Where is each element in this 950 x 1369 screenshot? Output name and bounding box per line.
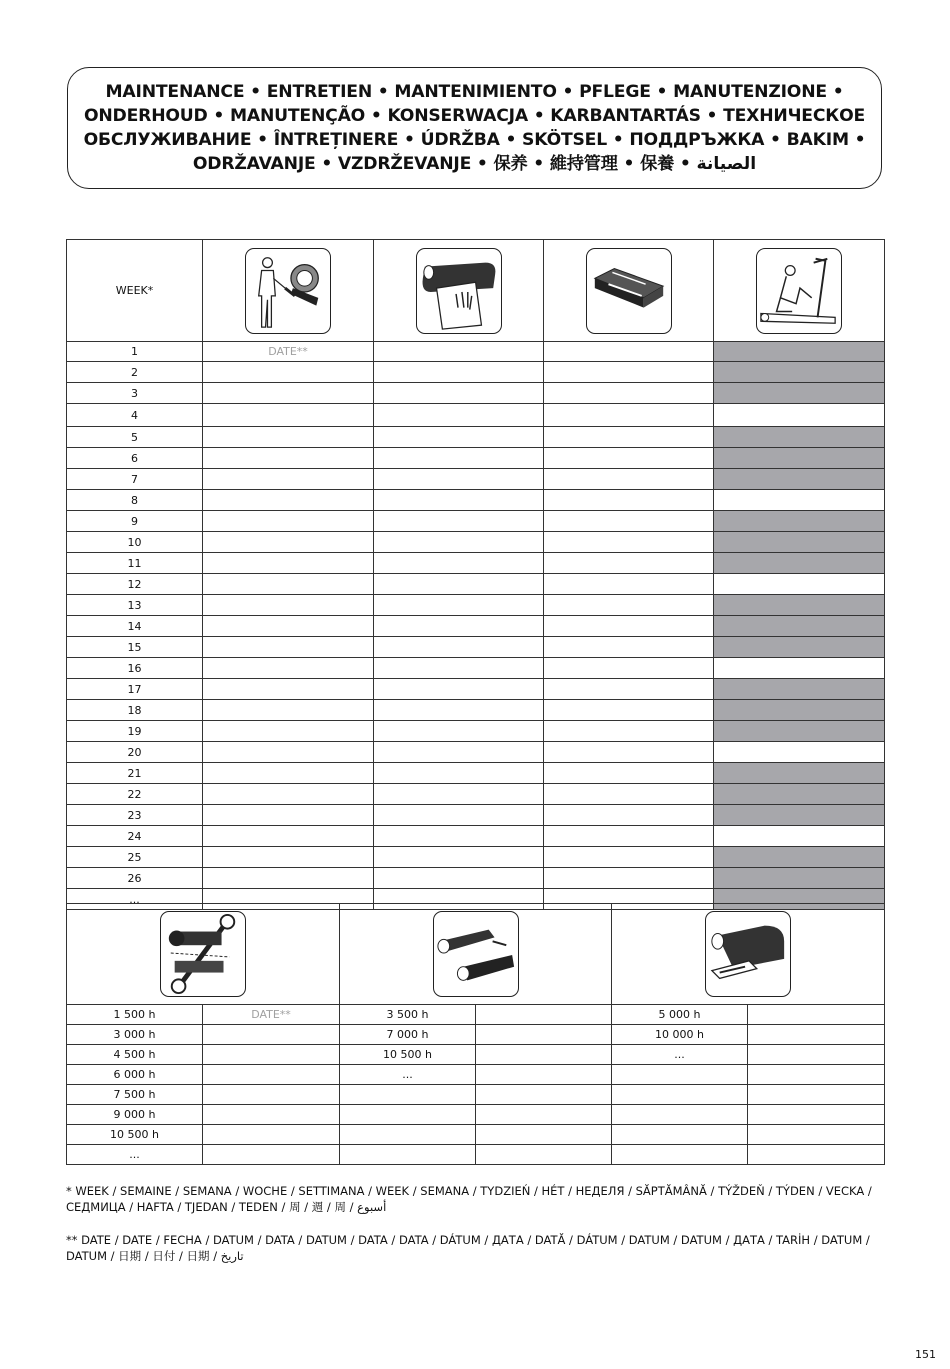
week-number: 9	[67, 511, 203, 532]
week-entry-cell-lubrication[interactable]	[714, 427, 885, 448]
week-entry-cell[interactable]	[203, 637, 374, 658]
week-entry-cell-lubrication[interactable]	[714, 490, 885, 511]
week-row	[67, 490, 885, 511]
week-number: 6	[67, 448, 203, 469]
week-row	[67, 595, 885, 616]
week-number: 8	[67, 490, 203, 511]
week-row	[67, 721, 885, 742]
week-entry-cell[interactable]	[203, 383, 374, 404]
week-entry-cell[interactable]	[544, 721, 714, 742]
week-entry-cell-lubrication[interactable]	[714, 784, 885, 805]
week-entry-cell[interactable]	[544, 784, 714, 805]
week-entry-cell[interactable]	[544, 469, 714, 490]
week-entry-cell[interactable]	[374, 362, 544, 383]
week-entry-cell[interactable]	[544, 574, 714, 595]
week-number: 25	[67, 847, 203, 868]
hours-label	[340, 1125, 476, 1145]
week-entry-cell[interactable]	[203, 404, 374, 427]
week-entry-cell[interactable]	[203, 616, 374, 637]
week-row	[67, 847, 885, 868]
week-entry-cell-lubrication[interactable]	[714, 658, 885, 679]
week-entry-cell-lubrication[interactable]	[714, 868, 885, 889]
weekly-header-row	[67, 240, 885, 342]
week-entry-cell[interactable]	[374, 532, 544, 553]
week-number: 1	[67, 342, 203, 362]
week-entry-cell-lubrication[interactable]	[714, 404, 885, 427]
hours-date-cell[interactable]	[203, 1065, 340, 1085]
week-row	[67, 763, 885, 784]
treadmill-deck-icon	[586, 248, 672, 334]
hours-label: 7 500 h	[67, 1085, 203, 1105]
hours-date-cell[interactable]	[203, 1085, 340, 1105]
week-entry-cell[interactable]	[203, 532, 374, 553]
week-entry-cell[interactable]	[203, 721, 374, 742]
week-entry-cell[interactable]	[203, 362, 374, 383]
date-placeholder: DATE**	[268, 345, 308, 358]
hours-row	[67, 1145, 885, 1165]
icon-cell	[67, 904, 340, 1005]
hours-date-cell[interactable]	[476, 1085, 612, 1105]
hours-label: 10 000 h	[612, 1025, 748, 1045]
week-entry-cell-lubrication[interactable]	[714, 511, 885, 532]
week-row	[67, 469, 885, 490]
week-number: 4	[67, 404, 203, 427]
week-entry-cell-lubrication[interactable]	[714, 342, 885, 362]
hours-date-cell[interactable]	[476, 1105, 612, 1125]
week-entry-cell[interactable]	[203, 574, 374, 595]
week-entry-cell[interactable]	[203, 511, 374, 532]
week-entry-cell[interactable]	[203, 342, 374, 362]
week-number: 16	[67, 658, 203, 679]
week-entry-cell[interactable]	[544, 868, 714, 889]
hours-label: 7 000 h	[340, 1025, 476, 1045]
week-header-label: WEEK*	[67, 240, 203, 342]
week-entry-cell[interactable]	[374, 342, 544, 362]
week-entry-cell-lubrication[interactable]	[714, 721, 885, 742]
week-entry-cell[interactable]	[203, 658, 374, 679]
hours-date-cell[interactable]	[476, 1125, 612, 1145]
hours-label: ...	[340, 1065, 476, 1085]
week-entry-cell-lubrication[interactable]	[714, 763, 885, 784]
hours-label: 10 500 h	[340, 1045, 476, 1065]
hours-label: 4 500 h	[67, 1045, 203, 1065]
week-entry-cell[interactable]	[203, 784, 374, 805]
hours-label: 5 000 h	[612, 1005, 748, 1025]
title-line-1: MAINTENANCE • ENTRETIEN • MANTENIMIENTO • PFLEGE • MANUTENZIONE •	[105, 82, 844, 102]
week-number: 17	[67, 679, 203, 700]
hours-label	[612, 1105, 748, 1125]
week-entry-cell-lubrication[interactable]	[714, 826, 885, 847]
week-entry-cell[interactable]	[544, 383, 714, 404]
date-footnote: ** DATE / DATE / FECHA / DATUM / DATA / DATUM / DATA / DATA / DÁTUM / ДАТА / DATĂ / DÁTUM / DATUM / DATUM / ДАТА / TARİH / DATUM / DATUM / 日期 / 日付 / 日期 / تاريخ	[66, 1233, 870, 1263]
hours-label: 3 000 h	[67, 1025, 203, 1045]
hours-date-cell[interactable]	[203, 1105, 340, 1125]
hours-date-cell[interactable]	[748, 1085, 885, 1105]
week-row	[67, 784, 885, 805]
week-row	[67, 532, 885, 553]
week-entry-cell[interactable]	[374, 784, 544, 805]
week-entry-cell[interactable]	[544, 448, 714, 469]
week-row	[67, 742, 885, 763]
week-number: 14	[67, 616, 203, 637]
week-entry-cell[interactable]	[544, 427, 714, 448]
hours-label	[340, 1085, 476, 1105]
week-number: 21	[67, 763, 203, 784]
week-number: 5	[67, 427, 203, 448]
week-row	[67, 342, 885, 362]
week-entry-cell[interactable]	[374, 490, 544, 511]
week-entry-cell[interactable]	[374, 595, 544, 616]
week-entry-cell[interactable]	[374, 658, 544, 679]
hours-header-row	[67, 904, 885, 1005]
hours-label: ...	[67, 1145, 203, 1165]
week-row	[67, 404, 885, 427]
hours-date-cell[interactable]	[748, 1065, 885, 1085]
week-entry-cell[interactable]	[203, 805, 374, 826]
week-entry-cell[interactable]	[544, 362, 714, 383]
title-line-3: ОБСЛУЖИВАНИЕ • ÎNTREȚINERE • ÚDRŽBA • SKÖTSEL • ПОДДРЪЖКА • BAKIM •	[83, 130, 866, 150]
hours-label	[340, 1105, 476, 1125]
week-row	[67, 805, 885, 826]
hours-row	[67, 1045, 885, 1065]
week-number: 11	[67, 553, 203, 574]
weekly-maintenance-table	[66, 239, 885, 910]
hours-date-cell[interactable]	[203, 1005, 340, 1025]
week-entry-cell-lubrication[interactable]	[714, 448, 885, 469]
hours-date-cell[interactable]	[476, 1045, 612, 1065]
week-entry-cell[interactable]	[544, 805, 714, 826]
week-number: 13	[67, 595, 203, 616]
week-number: 15	[67, 637, 203, 658]
deck-replacement-icon	[705, 911, 791, 997]
week-entry-cell[interactable]	[544, 826, 714, 847]
week-number: 22	[67, 784, 203, 805]
week-entry-cell[interactable]	[544, 553, 714, 574]
icon-cell	[203, 240, 374, 342]
week-entry-cell-lubrication[interactable]	[714, 742, 885, 763]
person-inspecting-treadmill-icon	[245, 248, 331, 334]
week-entry-cell[interactable]	[374, 383, 544, 404]
week-entry-cell[interactable]	[203, 448, 374, 469]
date-placeholder: DATE**	[251, 1008, 291, 1021]
week-row	[67, 448, 885, 469]
hours-label: 3 500 h	[340, 1005, 476, 1025]
week-entry-cell-lubrication[interactable]	[714, 616, 885, 637]
week-row	[67, 427, 885, 448]
week-number: 12	[67, 574, 203, 595]
week-entry-cell-lubrication[interactable]	[714, 679, 885, 700]
week-entry-cell-lubrication[interactable]	[714, 574, 885, 595]
page-number: 151	[915, 1348, 936, 1361]
hours-date-cell[interactable]	[203, 1045, 340, 1065]
week-entry-cell[interactable]	[374, 826, 544, 847]
hours-date-cell[interactable]	[748, 1145, 885, 1165]
week-number: 20	[67, 742, 203, 763]
hours-row	[67, 1005, 885, 1025]
hours-date-cell[interactable]	[476, 1145, 612, 1165]
week-entry-cell[interactable]	[544, 595, 714, 616]
hours-label: 6 000 h	[67, 1065, 203, 1085]
week-entry-cell[interactable]	[374, 805, 544, 826]
week-row	[67, 553, 885, 574]
week-row	[67, 868, 885, 889]
week-entry-cell[interactable]	[544, 616, 714, 637]
week-number: ...	[67, 889, 203, 910]
week-number: 18	[67, 700, 203, 721]
week-entry-cell[interactable]	[544, 679, 714, 700]
hours-date-cell[interactable]	[203, 1145, 340, 1165]
hours-date-cell[interactable]	[748, 1025, 885, 1045]
week-number: 19	[67, 721, 203, 742]
hours-date-cell[interactable]	[203, 1025, 340, 1045]
icon-cell	[544, 240, 714, 342]
hours-label	[612, 1085, 748, 1105]
week-entry-cell[interactable]	[374, 553, 544, 574]
week-entry-cell[interactable]	[374, 511, 544, 532]
week-entry-cell[interactable]	[203, 490, 374, 511]
hours-label	[340, 1145, 476, 1165]
week-entry-cell-lubrication[interactable]	[714, 637, 885, 658]
person-lubricating-treadmill-icon	[756, 248, 842, 334]
hours-row	[67, 1065, 885, 1085]
week-entry-cell[interactable]	[544, 763, 714, 784]
week-number: 10	[67, 532, 203, 553]
week-entry-cell[interactable]	[203, 847, 374, 868]
week-entry-cell[interactable]	[544, 342, 714, 362]
week-number: 2	[67, 362, 203, 383]
week-row	[67, 700, 885, 721]
week-entry-cell-lubrication[interactable]	[714, 362, 885, 383]
hours-label	[612, 1065, 748, 1085]
hours-maintenance-table	[66, 903, 885, 1165]
week-row	[67, 362, 885, 383]
hours-label	[612, 1125, 748, 1145]
hours-label: 10 500 h	[67, 1125, 203, 1145]
hours-label	[612, 1145, 748, 1165]
week-entry-cell[interactable]	[544, 700, 714, 721]
icon-cell	[714, 240, 885, 342]
icon-cell	[340, 904, 612, 1005]
week-entry-cell[interactable]	[374, 868, 544, 889]
hours-label: 9 000 h	[67, 1105, 203, 1125]
belt-cleaning-icon	[416, 248, 502, 334]
week-row	[67, 679, 885, 700]
week-entry-cell[interactable]	[374, 700, 544, 721]
week-number: 23	[67, 805, 203, 826]
week-entry-cell[interactable]	[374, 763, 544, 784]
week-entry-cell[interactable]	[544, 637, 714, 658]
hours-date-cell[interactable]	[748, 1105, 885, 1125]
week-entry-cell-lubrication[interactable]	[714, 595, 885, 616]
title-box	[67, 67, 882, 189]
hours-row	[67, 1125, 885, 1145]
week-row	[67, 574, 885, 595]
title-line-4: ODRŽAVANJE • VZDRŽEVANJE • 保养 • 維持管理 • 保養 • الصيانة	[192, 154, 757, 174]
hours-row	[67, 1085, 885, 1105]
week-entry-cell-lubrication[interactable]	[714, 847, 885, 868]
icon-cell	[374, 240, 544, 342]
week-entry-cell[interactable]	[374, 847, 544, 868]
week-row	[67, 637, 885, 658]
week-entry-cell[interactable]	[374, 404, 544, 427]
week-entry-cell[interactable]	[203, 595, 374, 616]
week-entry-cell[interactable]	[203, 826, 374, 847]
week-footnote: * WEEK / SEMAINE / SEMANA / WOCHE / SETTIMANA / WEEK / SEMANA / TYDZIEŃ / HÉT / НЕДЕЛЯ / SĂPTĂMÂNĂ / TÝŽDEŇ / TÝDEN / VECKA / СЕДМИЦА / HAFTA / TJEDAN / TEDEN / 周 / 週 / 周 / أسبوع	[66, 1184, 872, 1214]
week-entry-cell[interactable]	[374, 742, 544, 763]
week-entry-cell[interactable]	[374, 448, 544, 469]
hours-date-cell[interactable]	[476, 1005, 612, 1025]
week-entry-cell[interactable]	[544, 658, 714, 679]
week-row	[67, 658, 885, 679]
week-entry-cell[interactable]	[374, 679, 544, 700]
belt-replacement-icon	[433, 911, 519, 997]
week-entry-cell-lubrication[interactable]	[714, 805, 885, 826]
week-entry-cell[interactable]	[374, 637, 544, 658]
week-entry-cell[interactable]	[203, 469, 374, 490]
hours-row	[67, 1025, 885, 1045]
week-entry-cell[interactable]	[544, 742, 714, 763]
week-row	[67, 826, 885, 847]
week-row	[67, 511, 885, 532]
week-entry-cell[interactable]	[203, 700, 374, 721]
week-entry-cell[interactable]	[544, 490, 714, 511]
week-entry-cell-lubrication[interactable]	[714, 469, 885, 490]
week-entry-cell[interactable]	[544, 404, 714, 427]
hours-label: 1 500 h	[67, 1005, 203, 1025]
week-entry-cell[interactable]	[203, 427, 374, 448]
hours-date-cell[interactable]	[748, 1005, 885, 1025]
week-number: 24	[67, 826, 203, 847]
week-entry-cell-lubrication[interactable]	[714, 553, 885, 574]
week-entry-cell[interactable]	[544, 532, 714, 553]
week-entry-cell[interactable]	[544, 511, 714, 532]
week-entry-cell[interactable]	[203, 679, 374, 700]
week-entry-cell[interactable]	[203, 553, 374, 574]
week-entry-cell[interactable]	[374, 721, 544, 742]
week-entry-cell-lubrication[interactable]	[714, 383, 885, 404]
hours-date-cell[interactable]	[748, 1125, 885, 1145]
week-row	[67, 616, 885, 637]
wrench-service-icon	[160, 911, 246, 997]
week-row	[67, 383, 885, 404]
hours-date-cell[interactable]	[748, 1045, 885, 1065]
hours-date-cell[interactable]	[476, 1025, 612, 1045]
week-number: 26	[67, 868, 203, 889]
week-entry-cell-lubrication[interactable]	[714, 700, 885, 721]
hours-date-cell[interactable]	[203, 1125, 340, 1145]
week-entry-cell-lubrication[interactable]	[714, 532, 885, 553]
week-entry-cell[interactable]	[203, 868, 374, 889]
week-entry-cell[interactable]	[203, 763, 374, 784]
week-entry-cell[interactable]	[203, 742, 374, 763]
week-entry-cell[interactable]	[544, 847, 714, 868]
week-entry-cell[interactable]	[374, 616, 544, 637]
hours-label: ...	[612, 1045, 748, 1065]
week-entry-cell[interactable]	[374, 574, 544, 595]
week-entry-cell[interactable]	[374, 469, 544, 490]
week-number: 7	[67, 469, 203, 490]
hours-date-cell[interactable]	[476, 1065, 612, 1085]
title-line-2: ONDERHOUD • MANUTENÇÃO • KONSERWACJA • KARBANTARTÁS • ТЕХНИЧЕСКОЕ	[83, 106, 866, 126]
icon-cell	[612, 904, 885, 1005]
week-number: 3	[67, 383, 203, 404]
week-entry-cell[interactable]	[374, 427, 544, 448]
hours-row	[67, 1105, 885, 1125]
